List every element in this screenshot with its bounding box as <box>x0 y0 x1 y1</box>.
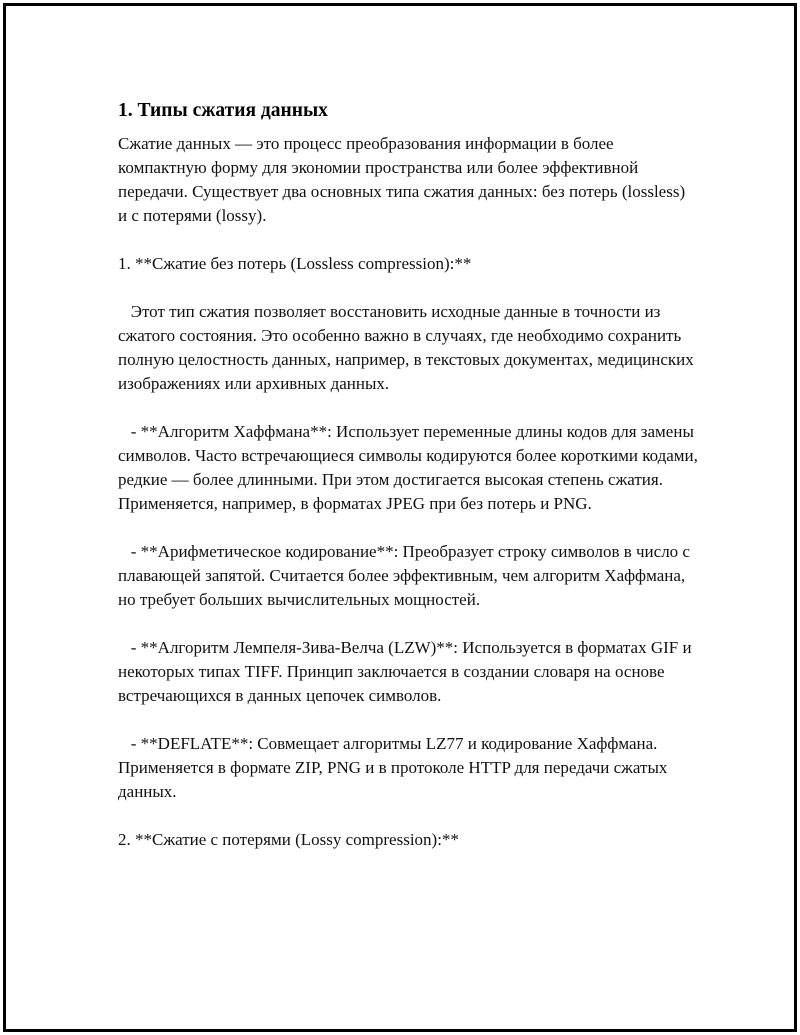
list-item-lzw: - **Алгоритм Лемпеля-Зива-Велча (LZW)**: Используется в форматах GIF и некоторых типах TIFF. Принцип заключается в создании словаря на основе встречающихся в данных цепочек символов. <box>118 638 696 705</box>
document-body <box>118 98 703 852</box>
lossless-subheading: 1. **Сжатие без потерь (Lossless compression):** <box>118 254 472 273</box>
intro-paragraph: Сжатие данных — это процесс преобразования информации в более компактную форму для экономии пространства или более эффективной передачи. Существует два основных типа сжатия данных: без потерь (lossless) и с потерями (lossy). <box>118 134 690 225</box>
document-page <box>3 3 797 1032</box>
list-item-huffman: - **Алгоритм Хаффмана**: Использует переменные длины кодов для замены символов. Часто встречающиеся символы кодируются более короткими кодами, редкие — более длинными. При этом достигается высокая степень сжатия. Применяется, например, в форматах JPEG при без потерь и PNG. <box>118 422 703 513</box>
list-item-deflate: - **DEFLATE**: Совмещает алгоритмы LZ77 и кодирование Хаффмана. Применяется в формате ZIP, PNG и в протоколе HTTP для передачи сжатых данных. <box>118 734 672 801</box>
lossless-description: Этот тип сжатия позволяет восстановить исходные данные в точности из сжатого состояния. Это особенно важно в случаях, где необходимо сохранить полную целостность данных, например, в текстовых документах, медицинских изображениях или архивных данных. <box>118 302 698 393</box>
list-item-arithmetic: - **Арифметическое кодирование**: Преобразует строку символов в число с плавающей запятой. Считается более эффективным, чем алгоритм Хаффмана, но требует больших вычислительных мощностей. <box>118 542 695 609</box>
section-heading: 1. Типы сжатия данных <box>118 100 328 121</box>
lossy-subheading: 2. **Сжатие с потерями (Lossy compression):** <box>118 830 459 849</box>
